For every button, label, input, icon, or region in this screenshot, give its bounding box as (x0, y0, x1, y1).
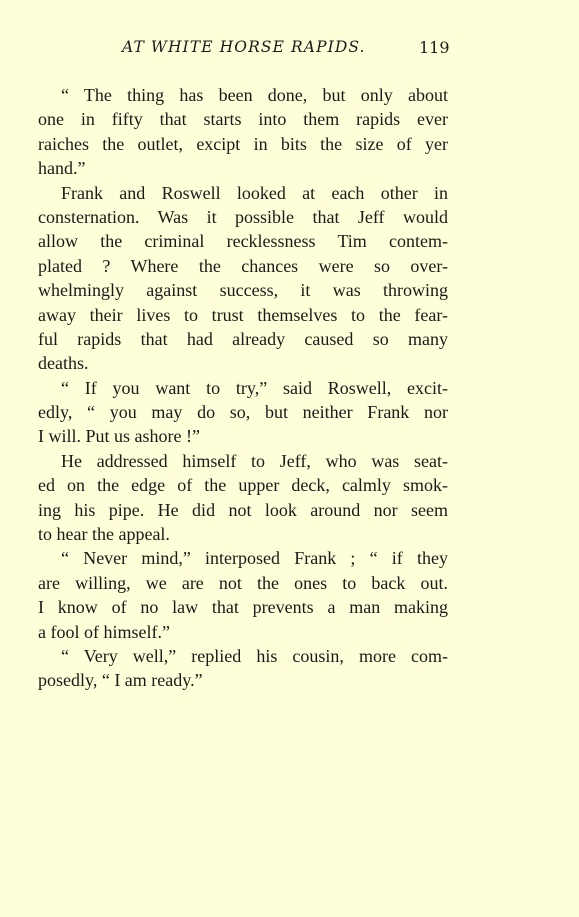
text-line: Frank and Roswell looked at each other in (61, 182, 448, 203)
text-line: a fool of himself.” (38, 621, 170, 642)
text-line: to hear the appeal. (38, 524, 170, 545)
text-line: raiches the outlet, excipt in bits the size of yer (38, 133, 448, 154)
page-number: 119 (419, 38, 450, 57)
text-line: “ The thing has been done, but only about (61, 85, 448, 105)
text-line: ed on the edge of the upper deck, calmly smok- (38, 475, 448, 496)
text-line: posedly, “ I am ready.” (38, 670, 203, 691)
text-line: He addressed himself to Jeff, who was seat- (61, 450, 448, 471)
text-line: whelmingly against success, it was throwing (38, 280, 448, 301)
running-head: AT WHITE HORSE RAPIDS. (122, 38, 366, 56)
text-line: “ Never mind,” interposed Frank ; “ if they (61, 548, 448, 569)
text-line: one in fifty that starts into them rapids ever (38, 109, 448, 130)
page-header (0, 38, 579, 64)
text-line: deaths. (38, 353, 89, 374)
text-line: allow the criminal recklessness Tim contem- (38, 231, 448, 252)
text-line: are willing, we are not the ones to back out. (38, 572, 448, 593)
text-line: hand.” (38, 158, 86, 179)
text-line: away their lives to trust themselves to the fear- (38, 304, 448, 325)
text-line: “ Very well,” replied his cousin, more com- (61, 645, 448, 666)
text-line: consternation. Was it possible that Jeff would (38, 206, 448, 227)
text-line: plated ? Where the chances were so over- (38, 255, 448, 276)
text-line: edly, “ you may do so, but neither Frank nor (38, 402, 448, 423)
text-line: “ If you want to try,” said Roswell, excit- (61, 377, 448, 398)
text-line: ful rapids that had already caused so many (38, 328, 448, 349)
text-line: ing his pipe. He did not look around nor seem (38, 499, 448, 520)
text-line: I will. Put us ashore !” (38, 426, 200, 447)
body-text (38, 83, 448, 693)
text-line: I know of no law that prevents a man making (38, 597, 448, 618)
